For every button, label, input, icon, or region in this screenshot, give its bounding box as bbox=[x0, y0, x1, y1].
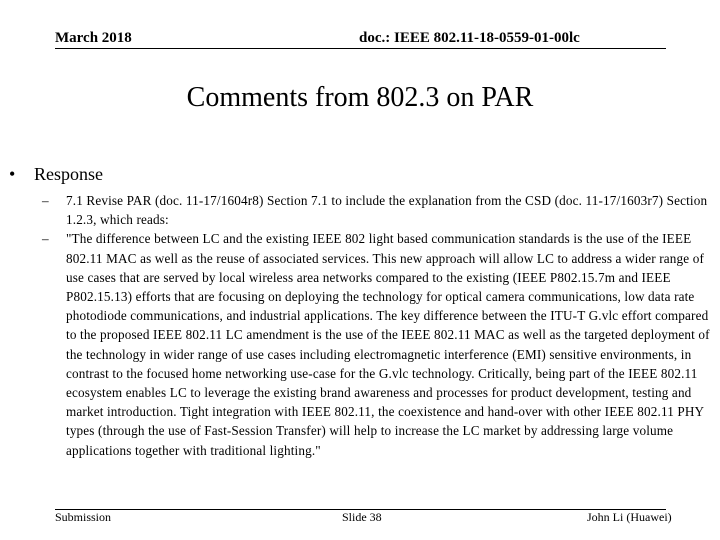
footer-author: John Li (Huawei) bbox=[587, 510, 672, 524]
header-date: March 2018 bbox=[55, 30, 132, 46]
bullet-text: Response bbox=[34, 164, 103, 184]
slide-title: Comments from 802.3 on PAR bbox=[186, 82, 534, 113]
footer-submission: Submission bbox=[55, 510, 112, 524]
slide-header bbox=[55, 28, 666, 49]
sub-bullet-item bbox=[42, 191, 714, 229]
dash-icon: – bbox=[42, 231, 49, 247]
sub-bullet-text: 7.1 Revise PAR (doc. 11-17/1604r8) Section 7.1 to include the explanation from the CSD (doc. 11-17/1603r7) Section 1.2.3, which reads: bbox=[66, 193, 708, 228]
sub-bullet-list bbox=[42, 191, 714, 460]
footer-slide-number: Slide 38 bbox=[342, 510, 382, 524]
dash-icon: – bbox=[42, 193, 49, 208]
bullet-dot-icon: • bbox=[9, 164, 16, 184]
sub-bullet-text: "The difference between LC and the existing IEEE 802 light based communication standards is the use of the IEEE 802.11 MAC as well as the reuse of associated services. This new approach will allow LC to address a wider range of use cases that are served by local wireless area networks compared to the existing (IEEE P802.15.7m and IEEE P802.15.13) efforts that are focusing on deploying the technology for optical camera communications, low data rate photodiode communications, and industrial applications. The key difference between the ITU-T G.vlc effort compared to the proposed IEEE 802.11 LC amendment is the use of the IEEE 802.11 MAC as well as the targeted deployment of the technology in wider range of use cases including electromagnetic interference (EMI) sensitive environments, in contrast to the focused home networking use-case for the G.vlc technology. Critically, being part of the IEEE 802.11 ecosystem enables LC to leverage the existing brand awareness and processes for product development, testing and market introduction. Tight integration with IEEE 802.11, the coexistence and hand-over with other IEEE 802.11 PHY types (through the use of Fast-Session Transfer) will help to increase the LC market by addressing large volume applications together with traditional lighting." bbox=[66, 231, 710, 458]
bullet-response bbox=[9, 163, 103, 185]
sub-bullet-item bbox=[42, 229, 714, 459]
header-doc-id: doc.: IEEE 802.11-18-0559-01-00lc bbox=[359, 30, 580, 46]
